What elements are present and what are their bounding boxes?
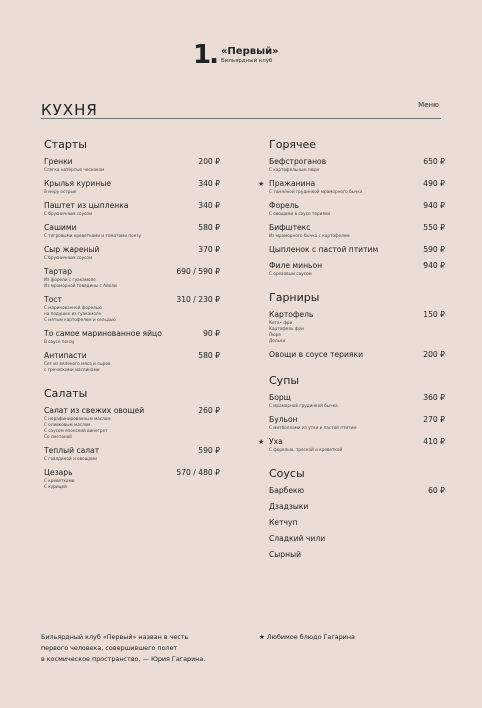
title-divider xyxy=(41,118,441,119)
menu-item-price: 410 ₽ xyxy=(423,437,445,446)
menu-item-description: С тигровыми креветками и томатами понзу xyxy=(44,233,142,238)
menu-item xyxy=(44,157,220,173)
menu-item-name: Дзадзыки xyxy=(269,502,309,511)
menu-item-name: Уха xyxy=(269,437,283,446)
page-title: КУХНЯ xyxy=(41,101,98,119)
menu-item-row xyxy=(269,201,445,211)
menu-item-row xyxy=(44,406,220,416)
menu-item xyxy=(44,245,220,261)
footer-note xyxy=(41,632,251,665)
menu-item-name: Кетчуп xyxy=(269,518,298,527)
menu-item-description: С овощами в соусе терияки xyxy=(269,211,331,216)
menu-item-price: 940 ₽ xyxy=(423,201,445,210)
menu-item-price: 270 ₽ xyxy=(423,415,445,424)
menu-item-name: Сырный xyxy=(269,550,302,559)
footer-note-line: Бильярдный клуб «Первый» назван в честь xyxy=(41,633,189,641)
menu-item xyxy=(44,201,220,217)
menu-item-price: 260 ₽ xyxy=(198,406,220,415)
menu-item-price: 340 ₽ xyxy=(198,201,220,210)
menu-item-name: Бефстроганов xyxy=(269,157,327,166)
menu-item-row xyxy=(44,446,220,456)
menu-item xyxy=(44,446,220,462)
menu-item-row xyxy=(269,310,445,320)
menu-item-row xyxy=(269,415,445,425)
logo xyxy=(193,42,279,68)
menu-item-row xyxy=(269,157,445,167)
menu-item xyxy=(269,415,445,431)
favorite-legend-text: Любимое блюдо Гагарина xyxy=(266,633,355,641)
menu-item-price: 650 ₽ xyxy=(423,157,445,166)
menu-item-name: Теплый салат xyxy=(44,446,100,455)
menu-item-description: Слегка натёртые чесноком xyxy=(44,167,105,172)
menu-item xyxy=(269,550,445,560)
menu-section xyxy=(258,374,445,453)
menu-item-description: С креветками xyxy=(44,478,75,483)
menu-item xyxy=(269,393,445,409)
menu-item-name: Цезарь xyxy=(44,468,73,477)
menu-section xyxy=(44,387,220,490)
menu-item-description: С картофельным пюре xyxy=(269,167,320,172)
menu-item xyxy=(269,502,445,512)
menu-item-description: С соусом японский винегрет xyxy=(44,428,108,433)
menu-item xyxy=(269,350,445,360)
menu-item-description: С ореховым соусом xyxy=(269,271,312,276)
menu-item-row xyxy=(269,486,445,496)
menu-item-description: С митболлами из утки и пастой птитим xyxy=(269,425,357,430)
menu-item-name: Борщ xyxy=(269,393,291,402)
menu-item-row xyxy=(269,350,445,360)
menu-item-name: Тартар xyxy=(44,267,73,276)
menu-item-description: С брусничным соусом xyxy=(44,211,93,216)
menu-item-row xyxy=(44,157,220,167)
menu-item xyxy=(258,179,445,195)
menu-item xyxy=(269,534,445,544)
logo-text xyxy=(221,46,279,65)
menu-item-row xyxy=(269,502,445,512)
footer-note-line: в космическое пространство, — Юрия Гагарина. xyxy=(41,655,206,663)
menu-item-row xyxy=(269,245,445,255)
menu-item xyxy=(269,261,445,277)
menu-item-name: Тост xyxy=(44,295,62,304)
menu-item-name: Бульон xyxy=(269,415,298,424)
menu-section xyxy=(269,467,445,560)
menu-item-row xyxy=(44,223,220,233)
menu-item-description: С мятым картофелем и сельдью xyxy=(44,317,116,322)
menu-item-row xyxy=(44,351,220,361)
menu-item-row xyxy=(44,468,220,478)
menu-item-row xyxy=(44,329,220,339)
menu-item-description: С оливковым маслом xyxy=(44,422,91,427)
menu-item-name: Барбекю xyxy=(269,486,305,495)
section-title: Салаты xyxy=(44,387,88,400)
menu-item-price: 310 / 230 ₽ xyxy=(176,295,220,304)
menu-item-description: С томлёной грудинкой мраморного бычка xyxy=(269,189,363,194)
menu-item xyxy=(44,295,220,323)
menu-item-description: Пюре xyxy=(269,332,281,337)
menu-link[interactable]: Меню xyxy=(418,101,439,109)
menu-item-price: 370 ₽ xyxy=(198,245,220,254)
menu-item-description: С нерафинированным маслом xyxy=(44,416,111,421)
menu-item xyxy=(258,437,445,453)
menu-item-row xyxy=(269,223,445,233)
logo-subtitle: Бильярдный клуб xyxy=(220,58,273,64)
star-icon: ★ xyxy=(258,180,265,188)
menu-item-description: Кета• фри xyxy=(269,320,293,325)
section-title: Соусы xyxy=(269,467,305,480)
menu-item xyxy=(44,406,220,440)
menu-item-name: Форель xyxy=(269,201,300,210)
menu-item-row xyxy=(269,518,445,528)
menu-item-name: Антипасти xyxy=(44,351,87,360)
menu-item-name: Сыр жареный xyxy=(44,245,100,254)
menu-item xyxy=(44,179,220,195)
menu-item-description: Из мраморной говядины с Айоли xyxy=(44,283,117,288)
menu-item-price: 60 ₽ xyxy=(428,486,445,495)
menu-item-row xyxy=(269,261,445,271)
menu-item-price: 590 ₽ xyxy=(198,446,220,455)
menu-item-description: С мраморной грудинкой бычка xyxy=(269,403,338,408)
menu-item-description: С говядиной и овощами xyxy=(44,456,98,461)
menu-item-name: Салат из свежих овощей xyxy=(44,406,145,415)
menu-item xyxy=(269,245,445,255)
menu-item-price: 150 ₽ xyxy=(423,310,445,319)
menu-item-price: 580 ₽ xyxy=(198,223,220,232)
favorite-legend xyxy=(259,632,355,643)
menu-item xyxy=(44,468,220,490)
menu-item xyxy=(44,267,220,289)
menu-item xyxy=(269,486,445,496)
menu-item-name: Филе миньон xyxy=(269,261,323,270)
menu-item-name: Гренки xyxy=(44,157,73,166)
menu-item-price: 550 ₽ xyxy=(423,223,445,232)
menu-item xyxy=(44,223,220,239)
menu-item-price: 940 ₽ xyxy=(423,261,445,270)
menu-item xyxy=(269,310,445,344)
menu-item-price: 590 ₽ xyxy=(423,245,445,254)
menu-item-name: Бифштекс xyxy=(269,223,311,232)
menu-item-description: Сет из вяленого мяса и сыров xyxy=(44,361,111,366)
menu-item-description: с греческими маслинами xyxy=(44,367,100,372)
menu-item xyxy=(44,351,220,373)
menu-section xyxy=(258,138,445,277)
menu-item-name: Цыпленок с пастой птитим xyxy=(269,245,379,254)
section-title: Гарниры xyxy=(269,291,320,304)
footer-note-line: первого человека, совершившего полет xyxy=(41,644,178,652)
menu-item-row xyxy=(258,437,445,447)
menu-item-description: на подушке из гуакамоле xyxy=(44,311,102,316)
menu-item-price: 490 ₽ xyxy=(423,179,445,188)
menu-item-description: С курицей xyxy=(44,484,67,489)
menu-item-name: Пражанина xyxy=(269,179,316,188)
menu-column-left xyxy=(44,138,220,504)
star-icon: ★ xyxy=(259,633,265,641)
menu-item xyxy=(269,157,445,173)
menu-item xyxy=(269,223,445,239)
section-title: Старты xyxy=(44,138,87,151)
menu-item-price: 570 / 480 ₽ xyxy=(176,468,220,477)
menu-item-description: В меру острые xyxy=(44,189,77,194)
logo-name: «Первый» xyxy=(220,46,279,57)
menu-item-description: Дольки xyxy=(269,338,286,343)
menu-item xyxy=(269,201,445,217)
menu-item-description: В соусе понзу xyxy=(44,339,75,344)
menu-item-row xyxy=(269,550,445,560)
menu-item-price: 200 ₽ xyxy=(198,157,220,166)
menu-section xyxy=(44,138,220,373)
star-icon: ★ xyxy=(258,438,265,446)
menu-item-row xyxy=(44,245,220,255)
menu-item-row xyxy=(44,295,220,305)
logo-mark: 1. xyxy=(193,40,217,70)
menu-item xyxy=(269,518,445,528)
menu-item-row xyxy=(269,393,445,403)
menu-item-price: 90 ₽ xyxy=(203,329,220,338)
menu-item-description: Со сметаной xyxy=(44,434,72,439)
menu-item-description: Из форели с гуакамоле xyxy=(44,277,96,282)
menu-item-description: С маринованной форелью xyxy=(44,305,102,310)
menu-item-price: 360 ₽ xyxy=(423,393,445,402)
menu-item-name: Овощи в соусе терияки xyxy=(269,350,364,359)
section-title: Горячее xyxy=(269,138,317,151)
menu-item-price: 340 ₽ xyxy=(198,179,220,188)
menu-item-description: С форелью, треской и креветкой xyxy=(269,447,343,452)
menu-item-row xyxy=(44,179,220,189)
menu-item-row xyxy=(44,267,220,277)
menu-item-price: 200 ₽ xyxy=(423,350,445,359)
menu-section xyxy=(269,291,445,360)
menu-item-name: Сашими xyxy=(44,223,77,232)
menu-item-description: Из мраморного бычка с картофелем xyxy=(269,233,350,238)
menu-item-row xyxy=(44,201,220,211)
menu-item-name: Сладкий чили xyxy=(269,534,326,543)
menu-item-row xyxy=(269,534,445,544)
menu-column-right xyxy=(258,138,445,574)
menu-item-name: Крылья куриные xyxy=(44,179,111,188)
menu-item-name: Картофель xyxy=(269,310,314,319)
section-title: Супы xyxy=(269,374,300,387)
menu-item-description: С брусничным соусом xyxy=(44,255,93,260)
menu-item-price: 580 ₽ xyxy=(198,351,220,360)
menu-item-description: Картофель фри xyxy=(269,326,304,331)
menu-item-name: То самое маринованное яйцо xyxy=(44,329,162,338)
menu-item-row xyxy=(258,179,445,189)
menu-item xyxy=(44,329,220,345)
menu-item-price: 690 / 590 ₽ xyxy=(176,267,220,276)
menu-item-name: Паштет из цыпленка xyxy=(44,201,129,210)
